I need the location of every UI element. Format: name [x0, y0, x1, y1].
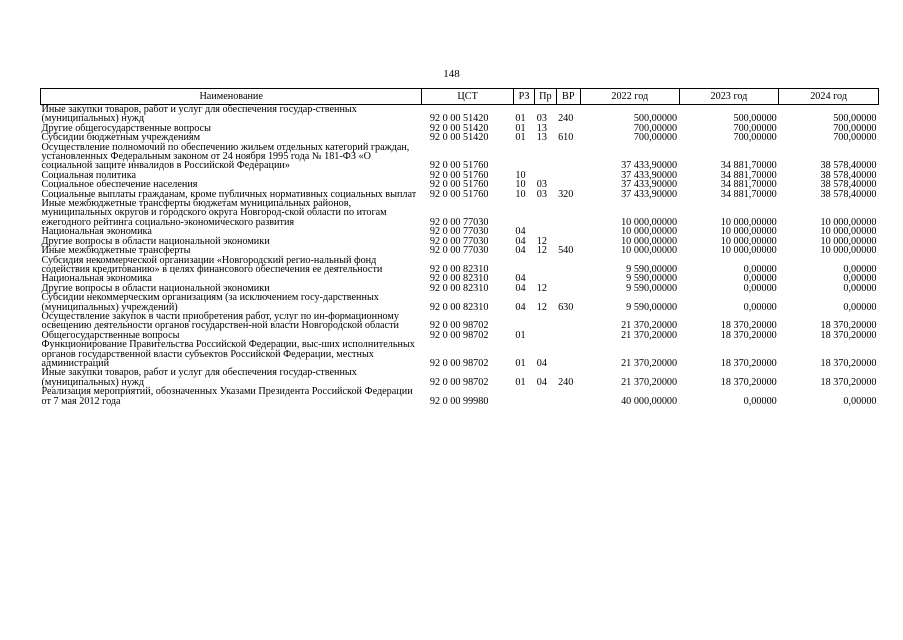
cell-name: Иные межбюджетные трансферты бюджетам муниципальных районов, муниципальных округов и городского округа Новгород-ской области по итогам ежегодного рейтинга социально-экономического развития — [41, 198, 387, 228]
cell-name: Национальная экономика — [41, 226, 152, 238]
table-row — [41, 256, 879, 275]
cell-2022: 21 370,20000 — [621, 357, 678, 369]
table-row — [41, 312, 879, 331]
cell-pr: 03 — [536, 188, 547, 200]
cell-name: Реализация мероприятий, обозначенных Указами Президента Российской Федерации от 7 мая 2012 года — [41, 386, 413, 407]
cell-vr — [556, 331, 580, 340]
cell-2022: 700,00000 — [633, 122, 678, 134]
cell-2023: 18 370,20000 — [720, 329, 777, 341]
cell-2022: 9 590,00000 — [626, 273, 678, 285]
cell-vr: 540 — [558, 245, 574, 257]
table-row — [41, 340, 879, 368]
cell-2022: 9 590,00000 — [626, 282, 678, 294]
cell-2022: 40 000,00000 — [621, 395, 678, 407]
cell-name: Функционирование Правительства Российской Федерации, выс-ших исполнительных органов государственной власти субъектов Российской Федерации, местных администраций — [41, 339, 415, 369]
cell-rz — [513, 199, 534, 227]
cell-2022: 9 590,00000 — [626, 301, 678, 313]
cell-2023: 34 881,70000 — [720, 160, 777, 172]
cell-rz: 01 — [515, 122, 526, 134]
cell-2024: 38 578,40000 — [820, 160, 877, 172]
cell-name: Иные межбюджетные трансферты — [41, 245, 191, 257]
header-vr: ВР — [556, 89, 580, 105]
cell-2022: 37 433,90000 — [621, 169, 678, 181]
cell-2022: 500,00000 — [633, 113, 678, 125]
cell-vr — [556, 312, 580, 331]
cell-2023: 34 881,70000 — [720, 188, 777, 200]
cell-2024: 38 578,40000 — [820, 188, 877, 200]
cell-2024: 18 370,20000 — [820, 357, 877, 369]
cell-2023: 0,00000 — [743, 301, 777, 313]
table-row — [41, 293, 879, 312]
cell-cst: 92 0 00 51760 — [429, 188, 489, 200]
cell-cst: 92 0 00 77030 — [429, 226, 489, 238]
cell-2024: 38 578,40000 — [820, 169, 877, 181]
cell-2024: 10 000,00000 — [820, 235, 877, 247]
cell-pr: 13 — [536, 122, 547, 134]
cell-name: Национальная экономика — [41, 273, 152, 285]
cell-cst: 92 0 00 77030 — [429, 216, 489, 228]
cell-2024: 0,00000 — [843, 301, 877, 313]
cell-rz: 04 — [515, 235, 526, 247]
cell-2022: 700,00000 — [633, 132, 678, 144]
cell-pr: 12 — [536, 235, 547, 247]
cell-rz: 01 — [515, 113, 526, 125]
cell-2022: 10 000,00000 — [621, 216, 678, 228]
cell-2023: 18 370,20000 — [720, 357, 777, 369]
cell-2023: 34 881,70000 — [720, 169, 777, 181]
cell-2023: 10 000,00000 — [720, 216, 777, 228]
cell-2022: 9 590,00000 — [626, 263, 678, 275]
cell-pr: 12 — [536, 301, 547, 313]
cell-2024: 700,00000 — [833, 132, 877, 144]
cell-pr — [535, 256, 556, 275]
cell-rz — [513, 312, 534, 331]
cell-name: Осуществление закупок в части приобретения работ, услуг по ин-формационному освещению деятельности органов государствен-ной власти Новгородской области — [41, 310, 399, 332]
header-pr: Пр — [535, 89, 556, 105]
cell-2023: 10 000,00000 — [720, 226, 777, 238]
budget-table — [40, 88, 879, 406]
cell-2023: 0,00000 — [743, 282, 777, 294]
header-2022: 2022 год — [580, 89, 679, 105]
cell-name: Субсидии некоммерческим организациям (за исключением госу-дарственных (муниципальных) учреждений) — [41, 292, 379, 313]
cell-vr — [556, 387, 580, 406]
cell-name: Другие общегосударственные вопросы — [41, 122, 211, 134]
cell-2024: 18 370,20000 — [820, 329, 877, 341]
cell-cst: 92 0 00 51760 — [429, 179, 489, 191]
cell-cst: 92 0 00 51420 — [429, 113, 489, 125]
cell-cst: 92 0 00 98702 — [429, 320, 489, 332]
header-2024: 2024 год — [779, 89, 879, 105]
cell-vr — [556, 274, 580, 283]
cell-pr: 13 — [536, 132, 547, 144]
cell-vr: 610 — [558, 132, 574, 144]
cell-2023: 0,00000 — [743, 263, 777, 275]
cell-cst: 92 0 00 51420 — [429, 132, 489, 144]
cell-2023: 500,00000 — [733, 113, 777, 125]
cell-rz: 01 — [515, 357, 526, 369]
cell-2024: 38 578,40000 — [820, 179, 877, 191]
header-cst: ЦСТ — [422, 89, 514, 105]
cell-2022: 10 000,00000 — [621, 235, 678, 247]
cell-vr: 240 — [558, 113, 574, 125]
cell-2022: 21 370,20000 — [621, 376, 678, 388]
cell-cst: 92 0 00 77030 — [429, 235, 489, 247]
cell-cst: 92 0 00 51760 — [429, 160, 489, 172]
cell-pr — [535, 331, 556, 340]
cell-cst: 92 0 00 82310 — [429, 301, 489, 313]
cell-vr — [556, 227, 580, 236]
cell-2024: 18 370,20000 — [820, 376, 877, 388]
cell-rz — [513, 143, 534, 171]
cell-name: Общегосударственные вопросы — [41, 329, 180, 341]
table-row — [41, 387, 879, 406]
cell-2023: 18 370,20000 — [720, 320, 777, 332]
cell-2023: 700,00000 — [733, 132, 777, 144]
table-row — [41, 368, 879, 387]
cell-vr — [556, 256, 580, 275]
cell-vr — [556, 143, 580, 171]
cell-pr: 12 — [536, 282, 547, 294]
cell-cst: 92 0 00 98702 — [429, 357, 489, 369]
cell-2024: 10 000,00000 — [820, 245, 877, 257]
cell-pr — [535, 312, 556, 331]
table-body — [41, 105, 879, 407]
cell-2023: 10 000,00000 — [720, 235, 777, 247]
cell-2024: 18 370,20000 — [820, 320, 877, 332]
cell-pr — [535, 143, 556, 171]
page-number: 148 — [443, 68, 460, 80]
cell-vr: 320 — [558, 188, 574, 200]
cell-vr — [556, 340, 580, 368]
cell-2024: 10 000,00000 — [820, 216, 877, 228]
cell-rz — [513, 256, 534, 275]
cell-name: Осуществление полномочий по обеспечению жильем отдельных категорий граждан, установленных Федеральным законом от 24 ноября 1995 года № 181-ФЗ «О социальной защите инвалидов в Российской Федерации» — [41, 141, 410, 172]
cell-cst: 92 0 00 99980 — [429, 395, 489, 407]
cell-name: Субсидия некоммерческой организации «Новгородский регио-нальный фонд содействия кредитованию» в целях финансового обеспечения ее деятельности — [41, 254, 383, 275]
cell-2024: 0,00000 — [843, 263, 877, 275]
cell-cst: 92 0 00 51420 — [429, 122, 489, 134]
cell-vr — [556, 284, 580, 293]
cell-vr: 240 — [558, 376, 574, 388]
cell-rz: 01 — [515, 329, 526, 341]
cell-cst: 92 0 00 77030 — [429, 245, 489, 257]
cell-2024: 0,00000 — [843, 395, 877, 407]
cell-rz: 10 — [515, 169, 526, 181]
table-row — [41, 143, 879, 171]
cell-name: Социальная политика — [41, 169, 137, 181]
cell-pr — [535, 387, 556, 406]
cell-rz: 01 — [515, 132, 526, 144]
cell-name: Другие вопросы в области национальной экономики — [41, 282, 270, 294]
cell-2022: 37 433,90000 — [621, 160, 678, 172]
cell-pr — [535, 199, 556, 227]
cell-2023: 10 000,00000 — [720, 245, 777, 257]
cell-rz: 04 — [515, 245, 526, 257]
cell-name: Субсидии бюджетным учреждениям — [41, 132, 201, 144]
cell-rz: 10 — [515, 188, 526, 200]
cell-2022: 37 433,90000 — [621, 188, 678, 200]
cell-2022: 10 000,00000 — [621, 245, 678, 257]
cell-pr: 04 — [536, 357, 547, 369]
cell-2024: 0,00000 — [843, 273, 877, 285]
cell-2022: 21 370,20000 — [621, 329, 678, 341]
cell-pr: 12 — [536, 245, 547, 257]
cell-cst: 92 0 00 82310 — [429, 273, 489, 285]
cell-2023: 18 370,20000 — [720, 376, 777, 388]
cell-2022: 21 370,20000 — [621, 320, 678, 332]
cell-name: Другие вопросы в области национальной экономики — [41, 235, 270, 247]
cell-rz — [513, 387, 534, 406]
cell-rz: 01 — [515, 376, 526, 388]
cell-vr — [556, 199, 580, 227]
cell-2023: 700,00000 — [733, 122, 777, 134]
table-header-row — [41, 89, 879, 105]
cell-cst: 92 0 00 98702 — [429, 329, 489, 341]
cell-rz: 04 — [515, 226, 526, 238]
cell-name: Социальные выплаты гражданам, кроме публичных нормативных социальных выплат — [41, 188, 417, 200]
header-rz: РЗ — [513, 89, 534, 105]
cell-pr: 03 — [536, 113, 547, 125]
header-name: Наименование — [41, 89, 422, 105]
cell-2023: 0,00000 — [743, 273, 777, 285]
cell-pr: 04 — [536, 376, 547, 388]
cell-name: Социальное обеспечение населения — [41, 179, 198, 191]
cell-vr — [556, 171, 580, 180]
cell-vr: 630 — [558, 301, 574, 313]
cell-rz: 04 — [515, 301, 526, 313]
cell-2024: 0,00000 — [843, 282, 877, 294]
cell-2022: 37 433,90000 — [621, 179, 678, 191]
cell-rz: 10 — [515, 179, 526, 191]
cell-rz: 04 — [515, 282, 526, 294]
cell-pr: 03 — [536, 179, 547, 191]
cell-cst: 92 0 00 98702 — [429, 376, 489, 388]
cell-rz: 04 — [515, 273, 526, 285]
cell-name: Иные закупки товаров, работ и услуг для обеспечения государ-ственных (муниципальных) нужд — [41, 104, 357, 125]
cell-cst: 92 0 00 82310 — [429, 263, 489, 275]
cell-name: Иные закупки товаров, работ и услуг для обеспечения государ-ственных (муниципальных) нужд — [41, 367, 357, 388]
cell-cst: 92 0 00 51760 — [429, 169, 489, 181]
cell-cst: 92 0 00 82310 — [429, 282, 489, 294]
cell-2022: 10 000,00000 — [621, 226, 678, 238]
cell-2023: 0,00000 — [743, 395, 777, 407]
table-row — [41, 199, 879, 227]
cell-2024: 10 000,00000 — [820, 226, 877, 238]
cell-2023: 34 881,70000 — [720, 179, 777, 191]
cell-2024: 500,00000 — [833, 113, 877, 125]
table-row — [41, 105, 879, 124]
header-2023: 2023 год — [679, 89, 779, 105]
cell-2024: 700,00000 — [833, 122, 877, 134]
